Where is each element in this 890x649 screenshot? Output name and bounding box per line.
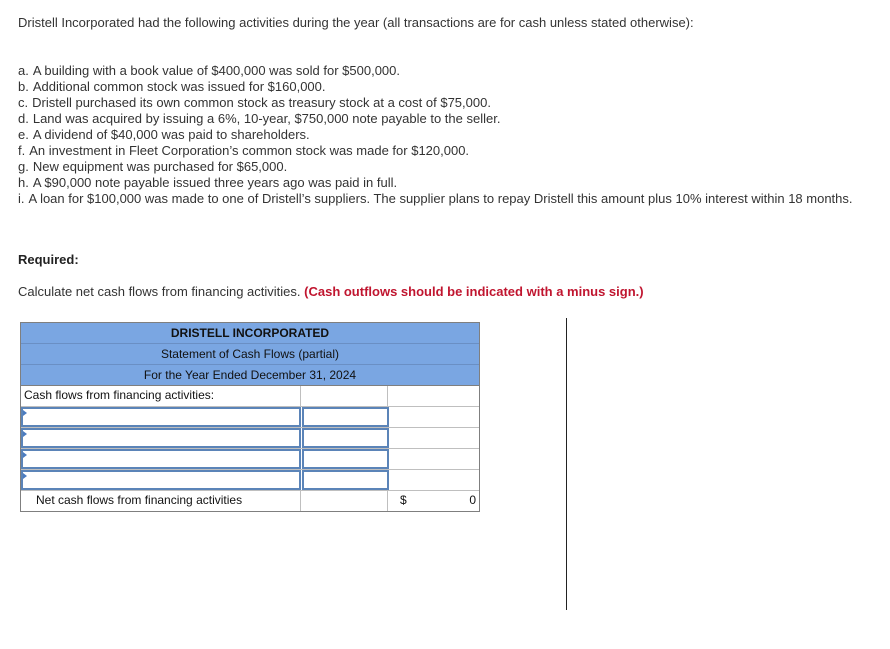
activity-text: Dristell purchased its own common stock as treasury stock at a cost of $75,000. (32, 95, 491, 110)
table-row (21, 428, 479, 449)
section-label: Cash flows from financing activities: (21, 386, 301, 406)
line-item-label-input[interactable] (21, 449, 301, 469)
cash-flow-statement-table (20, 322, 480, 512)
activity-item (18, 111, 868, 127)
activity-letter: a. (18, 63, 29, 78)
section-header-row (21, 386, 479, 407)
table-row (21, 407, 479, 428)
line-item-amount-input[interactable] (302, 470, 389, 490)
line-item-total-cell (390, 428, 479, 448)
activity-item (18, 175, 868, 191)
line-item-total-cell (390, 449, 479, 469)
table-row (21, 449, 479, 470)
line-item-label-input[interactable] (21, 470, 301, 490)
dropdown-arrow-icon (23, 452, 27, 458)
net-cash-flow-row (21, 491, 479, 511)
activity-letter: h. (18, 175, 29, 190)
statement-title: Statement of Cash Flows (partial) (21, 344, 479, 365)
activity-item (18, 191, 868, 207)
table-row (21, 470, 479, 491)
line-item-total-cell (390, 407, 479, 427)
net-amount-cell (301, 491, 388, 511)
line-item-total-cell (390, 470, 479, 490)
activity-text: Additional common stock was issued for $160,000. (32, 79, 326, 94)
activity-text: A loan for $100,000 was made to one of Dristell’s suppliers. The supplier plans to repay Dristell this amount plus 10% interest within 18 months. (28, 191, 853, 206)
activity-list (18, 63, 868, 207)
line-item-label-input[interactable] (21, 407, 301, 427)
net-cash-flow-label: Net cash flows from financing activities (21, 491, 301, 511)
activity-letter: e. (18, 127, 29, 142)
activity-item (18, 63, 868, 79)
activity-item (18, 159, 868, 175)
activity-letter: i. (18, 191, 25, 206)
line-item-label-input[interactable] (21, 428, 301, 448)
net-total-cell (388, 491, 479, 511)
instruction-text: Calculate net cash flows from financing activities. (18, 284, 301, 299)
problem-intro: Dristell Incorporated had the following activities during the year (all transactions are for cash unless stated otherwise): (18, 15, 694, 30)
activity-text: A building with a book value of $400,000 was sold for $500,000. (32, 63, 400, 78)
instruction-line (18, 284, 644, 299)
section-total-cell (388, 386, 479, 406)
activity-text: An investment in Fleet Corporation’s common stock was made for $120,000. (29, 143, 470, 158)
required-heading: Required: (18, 252, 79, 267)
net-cash-flow-value: 0 (469, 493, 476, 507)
activity-item (18, 79, 868, 95)
dropdown-arrow-icon (23, 431, 27, 437)
activity-text: Land was acquired by issuing a 6%, 10-year, $750,000 note payable to the seller. (32, 111, 501, 126)
statement-company-name: DRISTELL INCORPORATED (21, 323, 479, 344)
activity-letter: c. (18, 95, 29, 110)
panel-divider (566, 318, 567, 610)
statement-period: For the Year Ended December 31, 2024 (21, 365, 479, 386)
activity-item (18, 127, 868, 143)
instruction-note: (Cash outflows should be indicated with a minus sign.) (304, 284, 644, 299)
line-item-amount-input[interactable] (302, 449, 389, 469)
activity-letter: b. (18, 79, 29, 94)
activity-text: New equipment was purchased for $65,000. (32, 159, 288, 174)
activity-text: A $90,000 note payable issued three years ago was paid in full. (32, 175, 398, 190)
section-amount-cell (301, 386, 388, 406)
dropdown-arrow-icon (23, 473, 27, 479)
dropdown-arrow-icon (23, 410, 27, 416)
activity-item (18, 95, 868, 111)
activity-text: A dividend of $40,000 was paid to shareholders. (32, 127, 310, 142)
line-item-amount-input[interactable] (302, 428, 389, 448)
activity-letter: g. (18, 159, 29, 174)
activity-letter: d. (18, 111, 29, 126)
line-item-amount-input[interactable] (302, 407, 389, 427)
activity-letter: f. (18, 143, 26, 158)
activity-item (18, 143, 868, 159)
currency-symbol: $ (400, 493, 407, 507)
